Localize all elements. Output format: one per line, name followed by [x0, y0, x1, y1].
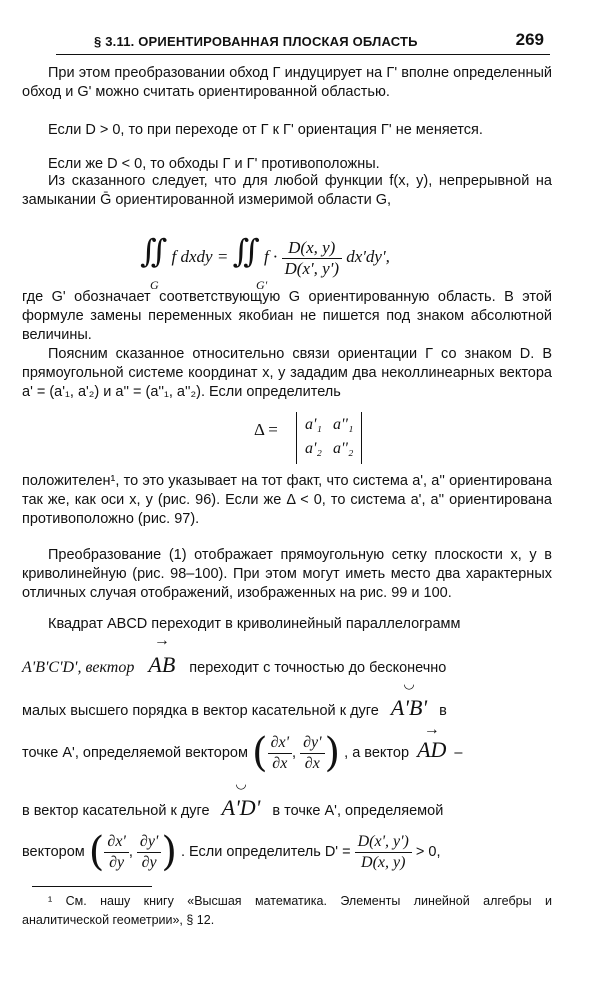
partial-x-prime-y — [104, 832, 128, 873]
d-prime-numerator: D(x', y') — [355, 832, 412, 853]
line4-start: в вектор касательной к дуге — [22, 803, 210, 819]
line5-mid: . Если определитель D' = — [180, 844, 351, 860]
partial-num: ∂y' — [137, 832, 161, 853]
running-header — [56, 28, 550, 55]
integral-domain-left: G — [150, 278, 159, 292]
partial-num: ∂x' — [268, 733, 292, 754]
formula-tail: dx'dy', — [346, 247, 390, 266]
paragraph-orientation-induced: При этом преобразовании обход Γ индуцирует на Γ' вполне определенный обход и G' можно считать ориентированной областью. — [22, 65, 552, 100]
det-a22: a''₂ — [333, 440, 354, 457]
text-line-arc-ab — [22, 695, 447, 721]
vector-ab: → AB — [148, 652, 175, 678]
jacobian-fraction — [282, 238, 342, 279]
partial-num: ∂x' — [104, 832, 128, 853]
vector-ad: → AD — [417, 720, 446, 780]
partial-den: ∂y — [109, 853, 125, 871]
line5-end: > 0, — [415, 844, 441, 860]
partial-y-prime-y — [137, 832, 161, 873]
line2-end: в — [439, 703, 447, 719]
line3-start: точке A', определяемой вектором — [22, 745, 248, 761]
arc-a-prime-b-prime: ◡ A'B' — [391, 695, 427, 721]
arc-a-prime-d-prime: ◡ A'D' — [222, 795, 261, 821]
double-integral-sign-left: ∬ — [140, 232, 168, 270]
text-line-arc-ad — [22, 795, 443, 821]
left-paren: ( — [88, 829, 105, 876]
d-prime-denominator: D(x, y) — [361, 853, 406, 871]
paragraph-explain-orientation: Поясним сказанное относительно связи ориентации Γ со знаком D. В прямоугольной системе координат x, y зададим два неколлинеарных вектора a' = (a'₁, a'₂) и a'' = (a''₁, a''₂). Если определитель — [22, 346, 552, 400]
delta-label: Δ = — [254, 420, 278, 439]
jacobian-numerator: D(x, y) — [282, 238, 342, 259]
paragraph-where-g-prime: где G' обозначает соответствующую G ориентированную область. В этой формуле замены переменных якобиан не пишется под знаком абсолютной величины. — [22, 289, 552, 343]
line3-mid: , а вектор — [344, 745, 410, 761]
formula-lhs: f dxdy = — [171, 247, 229, 266]
line2-start: малых высшего порядка в вектор касательной к дуге — [22, 703, 379, 719]
double-integral-sign-right: ∬ — [232, 232, 260, 270]
text-line-vector-ab — [22, 652, 446, 678]
paragraph-positive-determinant: положителен¹, то это указывает на тот факт, что система a', a'' ориентирована так же, как оси x, y (рис. 96). Если же Δ < 0, то система a', a'' ориентирована противоположно (рис. 97). — [22, 473, 552, 527]
right-paren: ) — [324, 730, 341, 777]
det-a11: a'₁ — [305, 416, 322, 433]
left-paren: ( — [251, 730, 268, 777]
partial-den: ∂x — [272, 754, 288, 772]
footnote-divider — [32, 886, 152, 887]
partial-y-prime-x — [300, 733, 324, 774]
jacobian-denominator: D(x', y') — [284, 258, 339, 278]
paragraph-positive-jacobian: Если D > 0, то при переходе от Γ к Γ' ориентация Γ' не меняется. — [48, 122, 483, 138]
partial-num: ∂y' — [300, 733, 324, 754]
text-line-partials-x: точке A', определяемой вектором ( $\frac{\partial x'}{\partial x}$ , $\frac{\partial y'}{\partial x}$ ) , а вектор → AD – — [22, 720, 463, 780]
paragraph-negative-jacobian: Если же D < 0, то обходы Γ и Γ' противоположны. — [48, 156, 380, 172]
jacobian-d-prime — [355, 832, 412, 873]
det-a21: a'₂ — [305, 440, 322, 457]
line3-end: – — [454, 745, 463, 761]
paragraph-transformation: Преобразование (1) отображает прямоугольную сетку плоскости x, y в криволинейную (рис. 98–100). При этом могут иметь место два характерных отличных случая отображений, изображенных на рис. 99 и 100. — [22, 547, 552, 601]
section-title: § 3.11. ОРИЕНТИРОВАННАЯ ПЛОСКАЯ ОБЛАСТЬ — [94, 34, 418, 49]
right-paren: ) — [161, 829, 177, 876]
partial-x-prime-x — [268, 733, 292, 774]
text-line-partials-y: вектором ( $\frac{\partial x'}{\partial y}$ , $\frac{\partial y'}{\partial y}$ ) . Если определитель D' = $\frac{D(x', y')}{D(x, y)}$ > 0, — [22, 829, 441, 876]
line1-end: переходит с точностью до бесконечно — [189, 660, 447, 676]
change-of-variables-formula — [140, 232, 440, 292]
integral-domain-right: G' — [256, 278, 268, 292]
page-number: 269 — [515, 30, 544, 49]
partial-den: ∂x — [304, 754, 320, 772]
paragraph-square-abcd: Квадрат ABCD переходит в криволинейный параллелограмм — [48, 616, 461, 632]
line1-start: A'B'C'D', вектор — [22, 659, 135, 676]
line5-start: вектором — [22, 844, 85, 860]
paragraph-consequence: Из сказанного следует, что для любой функции f(x, y), непрерывной на замыкании Ḡ ориентированной измеримой области G, — [22, 173, 552, 208]
formula-rhs-factor: f · — [264, 247, 278, 266]
partial-den: ∂y — [141, 853, 157, 871]
footnote: ¹ См. нашу книгу «Высшая математика. Элементы линейной алгебры и аналитической геометрии», § 12. — [22, 894, 552, 927]
line4-end: в точке A', определяемой — [272, 803, 444, 819]
det-a12: a''₁ — [333, 416, 354, 433]
determinant-matrix — [296, 412, 362, 464]
